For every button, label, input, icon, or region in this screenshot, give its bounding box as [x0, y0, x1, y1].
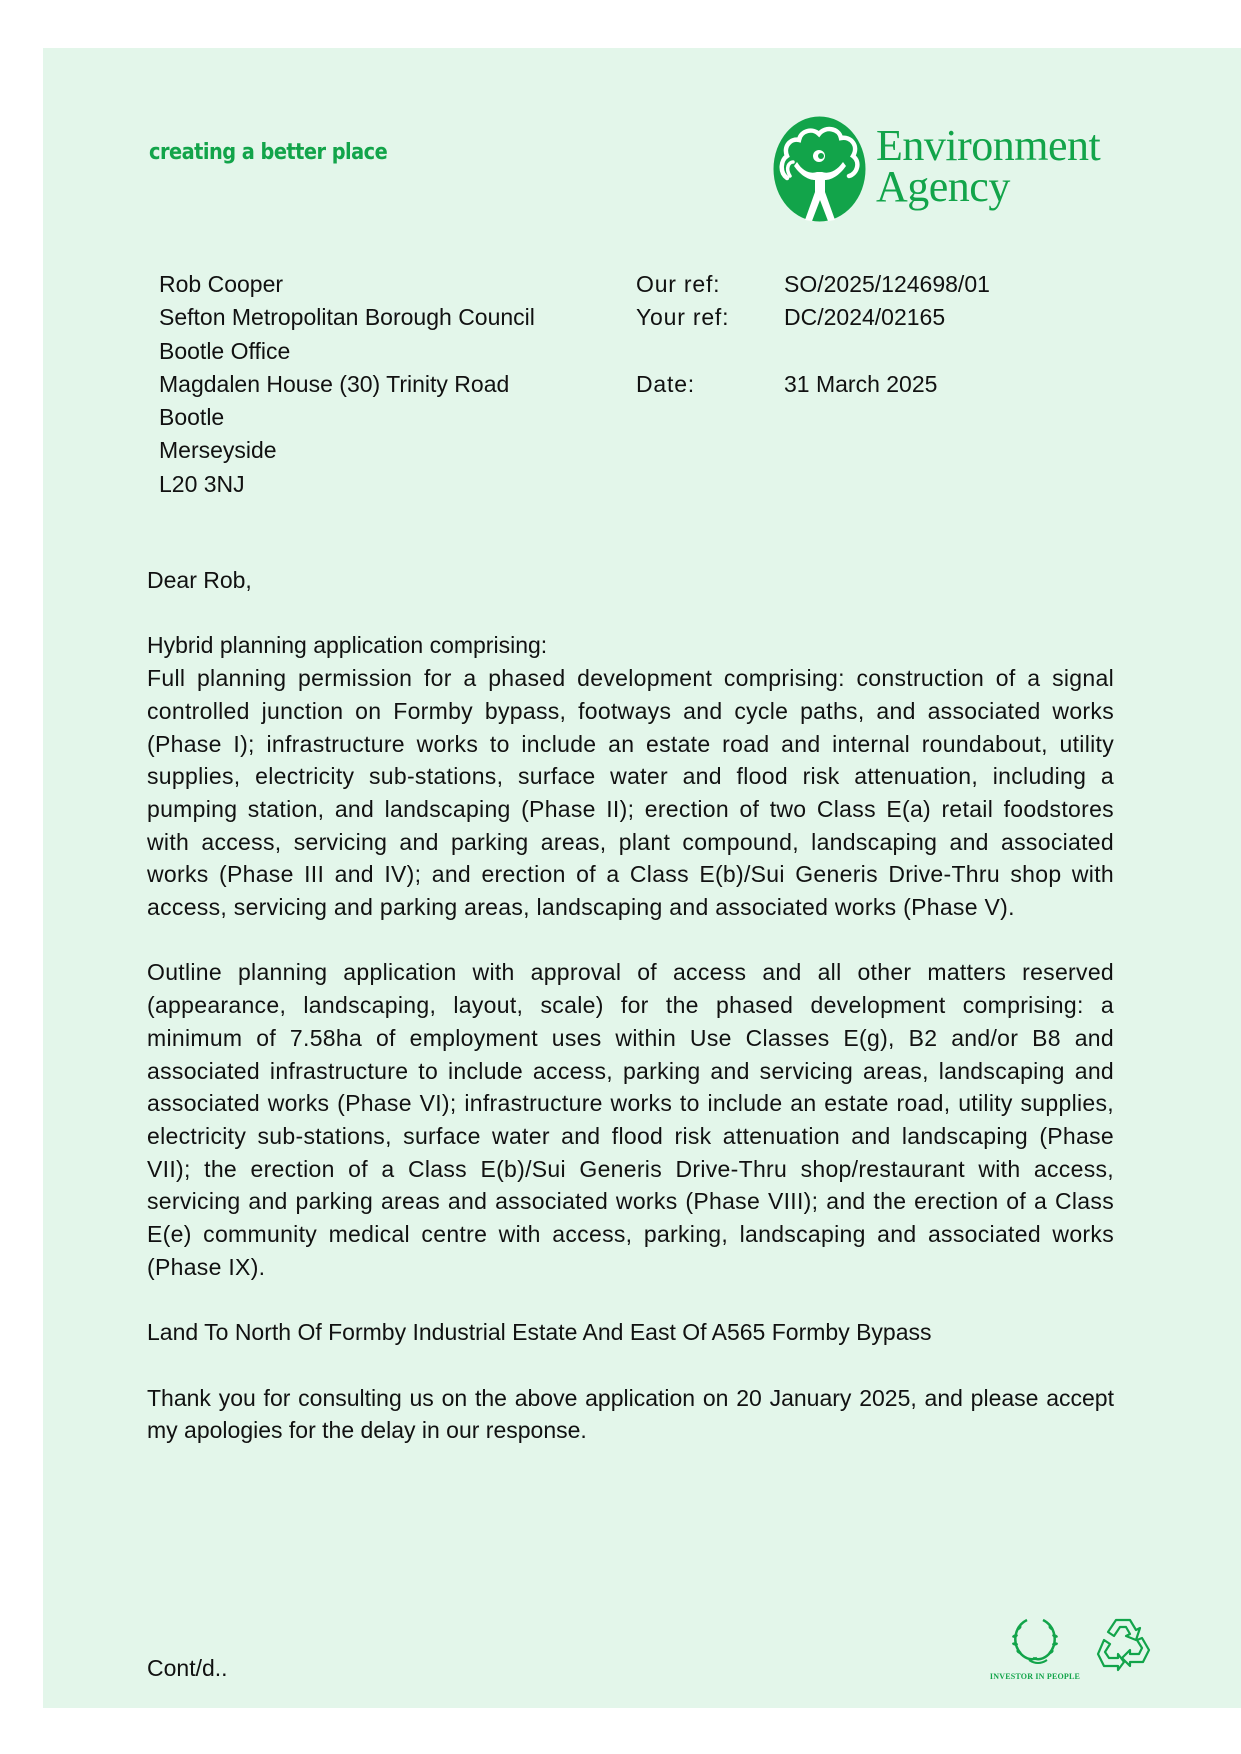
tagline: creating a better place — [149, 140, 388, 165]
investor-in-people-label: INVESTOR IN PEOPLE — [989, 1672, 1081, 1681]
date-row — [636, 368, 990, 401]
recipient-address — [159, 268, 535, 501]
environment-agency-logo — [773, 116, 1100, 222]
your-ref-label: Your ref: — [636, 304, 730, 331]
date-value: 31 March 2025 — [784, 370, 938, 397]
full-permission-description: Full planning permission for a phased development comprising: construction of a signal controlled junction on Formby bypass, footways and cycle paths, and associated works (Phase I); infrastructure works to include an estate road and internal roundabout, utility supplies, electricity sub-stations, surface water and flood risk attenuation, including a pumping station, and landscaping (Phase II); erection of two Class E(a) retail foodstores with access, servicing and parking areas, plant compound, landscaping and associated works (Phase III and IV); and erection of a Class E(b)/Sui Generis Drive-Thru shop with access, servicing and parking areas, landscaping and associated works (Phase V). — [147, 665, 1114, 921]
recipient-postcode: L20 3NJ — [159, 470, 245, 497]
thanks-paragraph: Thank you for consulting us on the above application on 20 January 2025, and please accept my apologies for the delay in our response. — [147, 1384, 1114, 1444]
laurel-wreath-icon — [1007, 1614, 1063, 1666]
our-ref-value: SO/2025/124698/01 — [784, 271, 990, 297]
recycle-icon — [1094, 1616, 1154, 1672]
letter-body — [147, 564, 1114, 1447]
recipient-organisation: Sefton Metropolitan Borough Council — [159, 304, 535, 331]
reference-block — [636, 268, 990, 401]
our-ref-label: Our ref: — [636, 271, 721, 297]
outline-permission-description: Outline planning application with approval of access and all other matters reserved (appearance, landscaping, layout, scale) for the phased development comprising: a minimum of 7.58ha of employment uses within Use Classes E(g), B2 and/or B8 and associated infrastructure to include access, parking and servicing areas, landscaping and associated works (Phase VI); infrastructure works to include an estate road, utility supplies, electricity sub-stations, surface water and flood risk attenuation and landscaping (Phase VII); the erection of a Class E(b)/Sui Generis Drive-Thru shop/restaurant with access, servicing and parking areas and associated works (Phase VIII); and the erection of a Class E(e) community medical centre with access, parking, landscaping and associated works (Phase IX). — [147, 959, 1114, 1280]
footer-badges — [980, 1614, 1154, 1681]
salutation: Dear Rob, — [147, 567, 252, 593]
logo-text-environment: Environment — [876, 121, 1101, 170]
continued-marker: Cont/d.. — [147, 1655, 228, 1681]
recipient-office: Bootle Office — [159, 337, 291, 364]
logo-text-agency: Agency — [876, 162, 1010, 211]
subject-heading: Hybrid planning application comprising: — [147, 632, 548, 659]
recipient-street: Magdalen House (30) Trinity Road — [159, 370, 510, 397]
recycle-badge — [1090, 1614, 1154, 1677]
date-label: Date: — [636, 370, 695, 397]
recipient-county: Merseyside — [159, 437, 277, 464]
investor-in-people-badge — [980, 1614, 1090, 1681]
your-ref-row — [636, 301, 990, 334]
recipient-name: Rob Cooper — [159, 271, 284, 297]
recipient-town: Bootle — [159, 404, 225, 431]
your-ref-value: DC/2024/02165 — [784, 304, 946, 331]
site-address: Land To North Of Formby Industrial Estate And East Of A565 Formby Bypass — [147, 1319, 932, 1346]
environment-agency-tree-person-icon — [773, 116, 866, 222]
our-ref-row — [636, 268, 990, 301]
